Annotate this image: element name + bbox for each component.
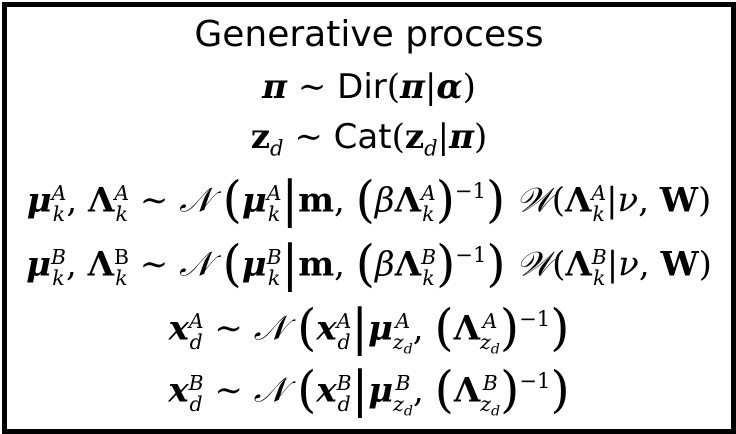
equation-pi-prior: π ∼ Dir(π|α) bbox=[262, 67, 476, 107]
equation-observation-A: x A d ∼ 𝒩 (x A d |μ A $z_d$ , (Λ A $z_d$ )$^{-1}$) bbox=[168, 298, 570, 358]
generative-process-box bbox=[2, 2, 736, 434]
equation-gaussian-wishart-B: μ B k , Λ B k ∼ 𝒩 (μ B k |m, (βΛ B k )$^{-1}$) 𝒲(Λ B k |ν, W) bbox=[26, 234, 712, 293]
equation-gaussian-wishart-A: μ A k , Λ A k ∼ 𝒩 (μ A k |m, (βΛ A k )$^{-1}$) 𝒲(Λ A k |ν, W) bbox=[26, 170, 712, 229]
equation-z-assignment: $z_d$ ∼ $Cat(z_d|\pi)$ bbox=[250, 117, 488, 161]
title: Generative process bbox=[194, 14, 544, 55]
equation-observation-B: x B d ∼ 𝒩 (x B d |μ B $z_d$ , (Λ B $z_d$ )$^{-1}$) bbox=[168, 360, 570, 420]
